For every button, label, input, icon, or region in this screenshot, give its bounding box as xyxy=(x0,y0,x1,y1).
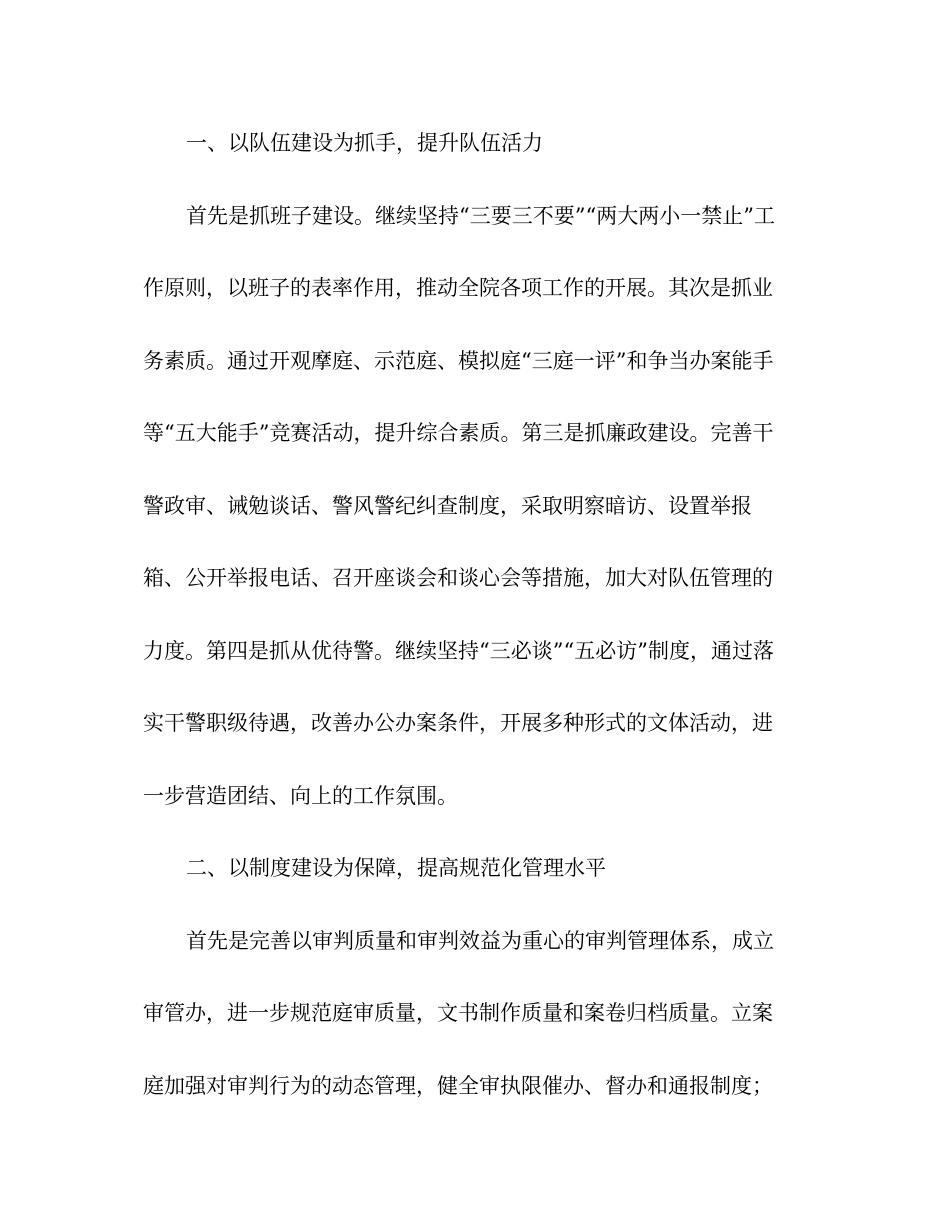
section-heading-2: 二、以制度建设为保障，提高规范化管理水平 xyxy=(186,856,606,880)
paragraph-line: 庭加强对审判行为的动态管理，健全审执限催办、督办和通报制度； xyxy=(143,1073,773,1098)
paragraph-line: 一步营造团结、向上的工作氛围。 xyxy=(143,783,458,808)
paragraph-line: 实干警职级待遇，改善办公办案条件，开展多种形式的文体活动，进 xyxy=(143,711,773,735)
paragraph-line: 箱、公开举报电话、召开座谈会和谈心会等措施，加大对队伍管理的 xyxy=(143,566,773,590)
paragraph-line: 等“五大能手”竞赛活动，提升综合素质。第三是抓廉政建设。完善干 xyxy=(143,421,774,445)
paragraph-line: 力度。第四是抓从优待警。继续坚持“三必谈”“五必访”制度，通过落 xyxy=(143,638,774,663)
paragraph-line: 警政审、诫勉谈话、警风警纪纠查制度，采取明察暗访、设置举报 xyxy=(143,493,752,518)
paragraph-line: 作原则，以班子的表率作用，推动全院各项工作的开展。其次是抓业 xyxy=(143,276,773,300)
paragraph-line: 首先是抓班子建设。继续坚持“三要三不要”“两大两小一禁止”工 xyxy=(186,203,775,228)
paragraph-line: 务素质。通过开观摩庭、示范庭、模拟庭“三庭一评”和争当办案能手 xyxy=(143,348,774,373)
document-body xyxy=(143,125,795,1140)
section-heading-1: 一、以队伍建设为抓手，提升队伍活力 xyxy=(186,131,543,155)
paragraph-line: 首先是完善以审判质量和审判效益为重心的审判管理体系，成立 xyxy=(186,928,774,953)
paragraph-line: 审管办，进一步规范庭审质量，文书制作质量和案卷归档质量。立案 xyxy=(143,1001,773,1025)
